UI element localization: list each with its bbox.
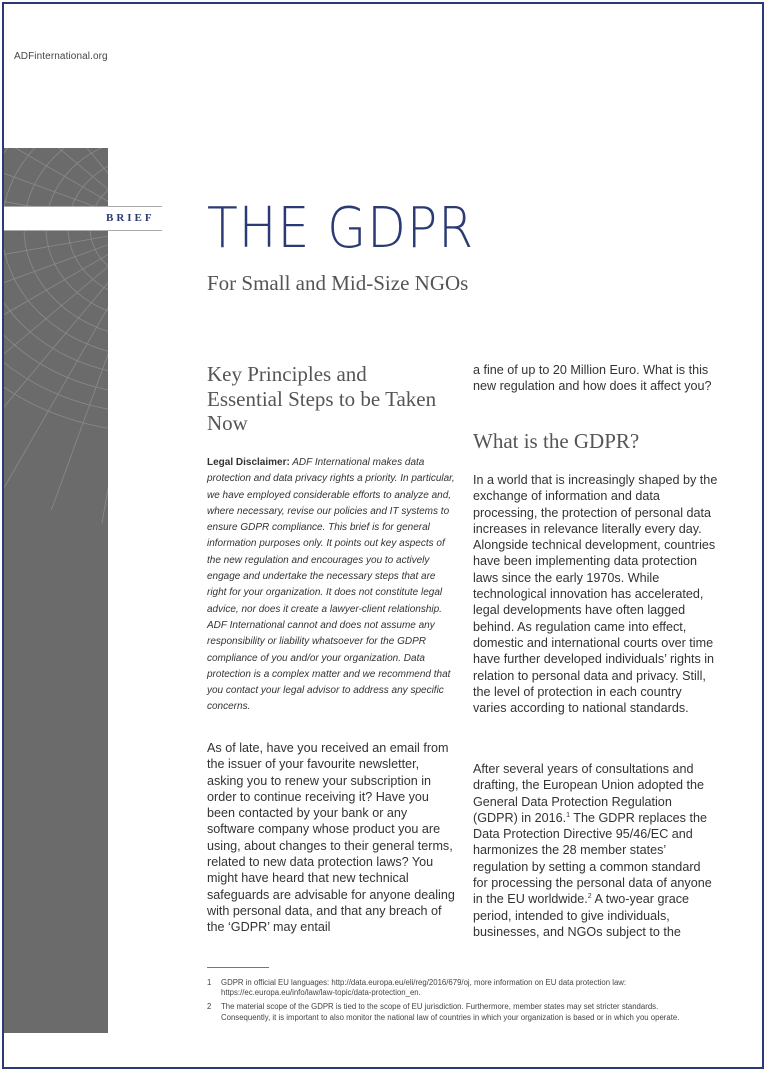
- what-is-gdpr-paragraph: In a world that is increasingly shaped by the exchange of information and data processing, the protection of personal data increases in relevance literally every day. Alongside technical development, countries have been implementing data protection laws since the early 1970s. While technological innovation has accelerated, legal developments have often lagged behind. As regulation came into effect, domestic and international courts over time have further developed individuals’ rights in relation to personal data and privacy. Still, the level of protection in each country varies according to national standards.: [473, 473, 718, 716]
- intro-paragraph: As of late, have you received an email from the issuer of your favourite newsletter, asking you to renew your subscription in order to continue receiving it? Have you been contacted by your bank or any software company whose product you are using, about changes to their general terms, related to new data protection laws? You might have heard that new technical safeguards are advisable for anyone dealing with personal data, and that any breach of the ‘GDPR’ may entail: [207, 741, 455, 935]
- section-heading-what-is-gdpr: What is the GDPR?: [473, 429, 640, 453]
- document-subtitle: For Small and Mid-Size NGOs: [207, 271, 469, 295]
- footnote-text: GDPR in official EU languages: http://data.europa.eu/eli/reg/2016/679/oj, more information on EU data protection law: https://ec.europa.eu/info/law/law-topic/data-protection_en.: [221, 978, 627, 998]
- disclaimer-text: ADF International makes data protection and data privacy rights a priority. In particular, we have employed considerable efforts to analyze and, where necessary, revise our policies and IT systems to ensure GDPR compliance. This brief is for general information purposes only. It points out key aspects of the new regulation and encourages you to actively engage and undertake the necessary steps that are right for your organization. It does not constitute legal advice, nor does it create a lawyer-client relationship. ADF International cannot and does not assume any responsibility or liability whatsoever for the GDPR compliance of you and/or your organization. Data protection is a complex matter and we recommend that you contact your legal advisor to address any specific concerns.: [207, 457, 455, 713]
- section-heading-key-principles: Key Principles and Essential Steps to be Taken Now: [207, 362, 437, 435]
- footnote-ref-1[interactable]: 1: [566, 811, 570, 819]
- footnote-divider: [207, 967, 269, 968]
- footnote-2: [207, 1002, 707, 1022]
- adoption-text-2: The GDPR replaces the Data Protection Directive 95/46/EC and harmonizes the 28 member states’ regulation by setting a common standard for processing the personal data of anyone in the EU worldwide.: [473, 810, 712, 907]
- footnote-ref-2[interactable]: 2: [587, 893, 592, 901]
- site-url[interactable]: ADFinternational.org: [14, 51, 108, 62]
- document-title: THE GDPR: [207, 196, 475, 261]
- brief-label: BRIEF: [106, 212, 155, 224]
- globe-grid-graphic: [4, 148, 108, 1033]
- adoption-text-1: After several years of consultations and drafting, the European Union adopted the General Data Protection Regulation (GDPR) in 2016.: [473, 762, 705, 825]
- footnotes: [207, 978, 707, 1027]
- continuation-paragraph: a fine of up to 20 Million Euro. What is this new regulation and how does it affect you?: [473, 363, 712, 394]
- footnote-1: [207, 978, 707, 998]
- footnote-number: 1: [207, 978, 212, 987]
- footnote-text: The material scope of the GDPR is tied to the scope of EU jurisdiction. Furthermore, member states may set stricter standards. Consequently, it is important to also monitor the national law of countries in which your organization is based or in which you operate.: [221, 1002, 680, 1022]
- legal-disclaimer: [207, 455, 455, 716]
- footnote-number: 2: [207, 1002, 212, 1012]
- disclaimer-lead: Legal Disclaimer:: [207, 457, 290, 468]
- adoption-text-3: A two-year grace period, intended to give individuals, businesses, and NGOs subject to the: [473, 892, 690, 939]
- adoption-paragraph: [473, 761, 718, 940]
- decorative-side-band: [4, 148, 108, 1033]
